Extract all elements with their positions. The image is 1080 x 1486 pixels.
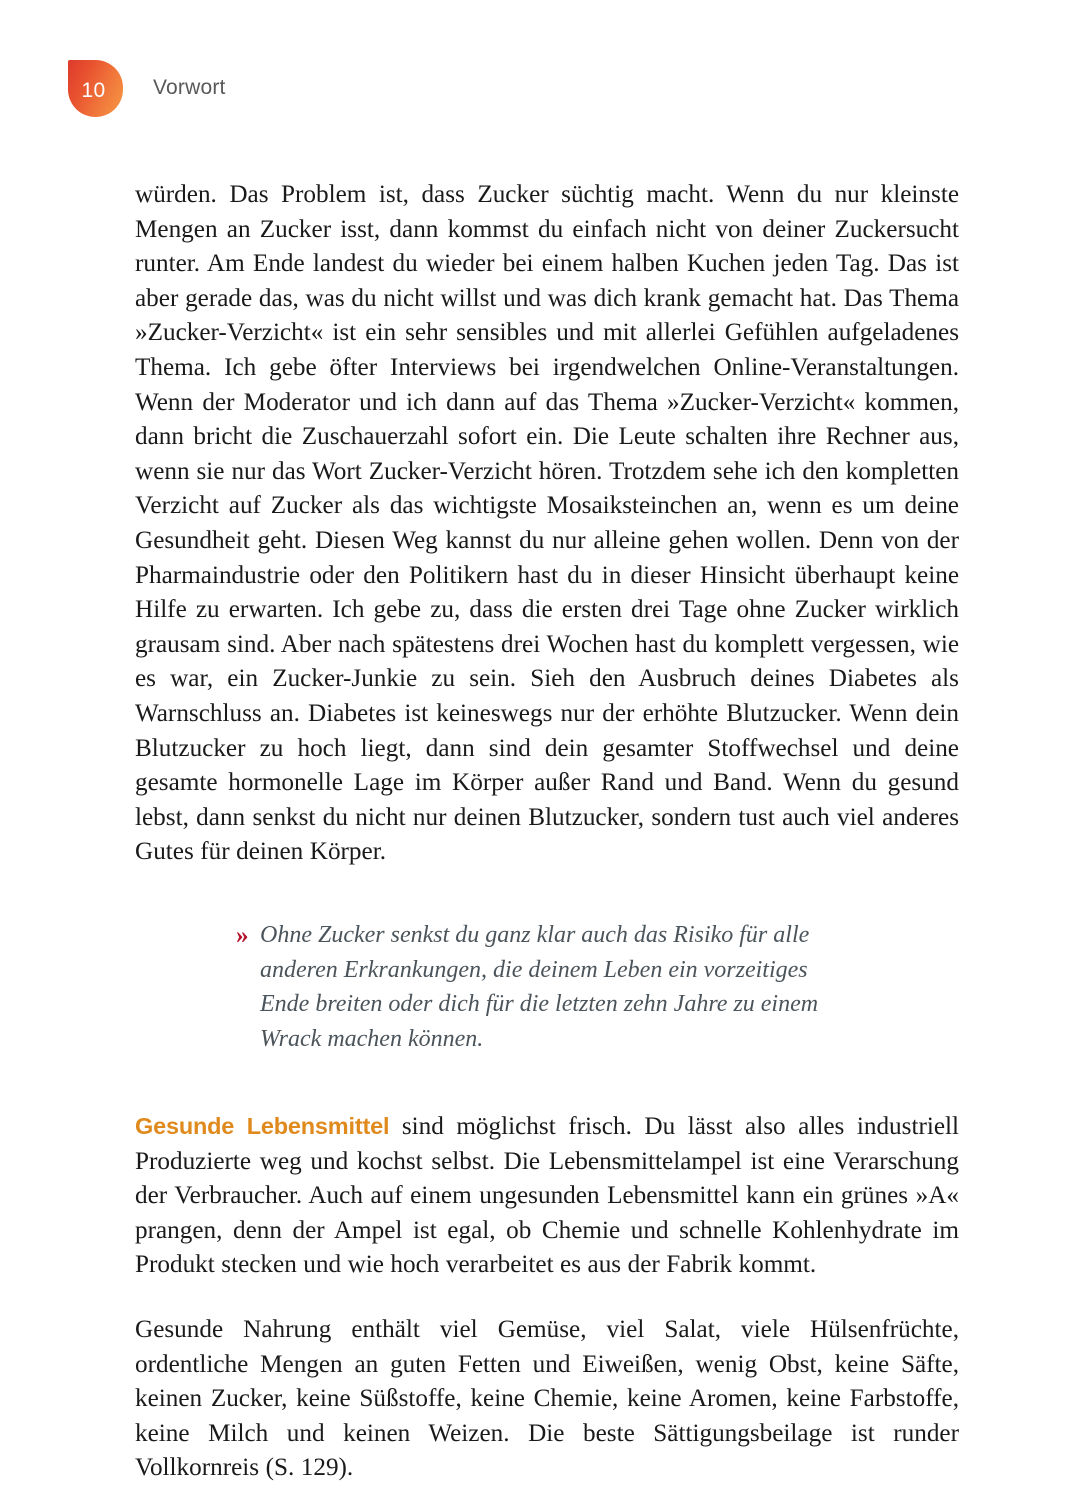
spacer [135,1057,959,1109]
paragraph-gesunde-lebensmittel-body: sind möglichst frisch. Du lässt also alles industriell Produzierte weg und kochst selbst. Die Lebensmittelampel ist eine Verarschung der Verbraucher. Auch auf einem ungesunden Lebensmittel kann ein grünes »A« prangen, denn der Ampel ist egal, ob Chemie und schnelle Kohlenhydrate im Produkt stecken und wie hoch verarbeitet es aus der Fabrik kommt. [135,1113,960,1279]
spacer [135,1283,959,1313]
spacer [135,870,959,918]
paragraph-gesunde-lebensmittel [135,1109,959,1283]
running-head-title: Vorwort [153,76,226,99]
text-column [135,178,959,1486]
page-number: 10 [81,78,106,102]
pull-quote-text: Ohne Zucker senkst du ganz klar auch das Risiko für alle anderen Erkrankungen, die deinem Leben ein vorzeitiges Ende breiten oder dich für die letzten zehn Jahre zu einem Wrack machen können. [260,921,819,1053]
page-number-badge [68,60,123,117]
lead-in-run-in-heading: Gesunde Lebensmittel [135,1113,390,1140]
double-chevron-icon: » [236,921,248,949]
running-header [68,60,226,118]
paragraph-gesunde-nahrung: Gesunde Nahrung enthält viel Gemüse, viel Salat, viele Hülsenfrüchte, ordentliche Mengen an guten Fetten und Eiweißen, wenig Obst, keine Säfte, keinen Zucker, keine Süßstoffe, keine Chemie, keine Aromen, keine Farbstoffe, keine Milch und keinen Weizen. Die beste Sättigungsbeilage ist runder Vollkornreis (S. 129). [135,1316,959,1482]
pull-quote [236,918,860,1057]
paragraph-continuation: würden. Das Problem ist, dass Zucker süchtig macht. Wenn du nur kleinste Mengen an Zucker isst, dann kommst du einfach nicht von deiner Zuckersucht runter. Am Ende landest du wieder bei einem halben Kuchen jeden Tag. Das ist aber gerade das, was du nicht willst und was dich krank gemacht hat. Das Thema »Zucker-Verzicht« ist ein sehr sensibles und mit allerlei Gefühlen aufgeladenes Thema. Ich gebe öfter Interviews bei irgendwelchen Online-Veranstaltungen. Wenn der Moderator und ich dann auf das Thema »Zucker-Verzicht« kommen, dann bricht die Zuschauerzahl sofort ein. Die Leute schalten ihre Rechner aus, wenn sie nur das Wort Zucker-Verzicht hören. Trotzdem sehe ich den kompletten Verzicht auf Zucker als das wichtigste Mosaiksteinchen an, wenn es um deine Gesundheit geht. Diesen Weg kannst du nur alleine gehen wollen. Denn von der Pharmaindustrie oder den Politikern hast du in dieser Hinsicht überhaupt keine Hilfe zu erwarten. Ich gebe zu, dass die ersten drei Tage ohne Zucker wirklich grausam sind. Aber nach spätestens drei Wochen hast du komplett vergessen, wie es war, ein Zucker-Junkie zu sein. Sieh den Ausbruch deines Diabetes als Warnschluss an. Diabetes ist keineswegs nur der erhöhte Blutzucker. Wenn dein Blutzucker zu hoch liegt, dann sind dein gesamter Stoffwechsel und deine gesamte hormonelle Lage im Körper außer Rand und Band. Wenn du gesund lebst, dann senkst du nicht nur deinen Blutzucker, sondern tust auch viel anderes Gutes für deinen Körper. [135,181,959,866]
